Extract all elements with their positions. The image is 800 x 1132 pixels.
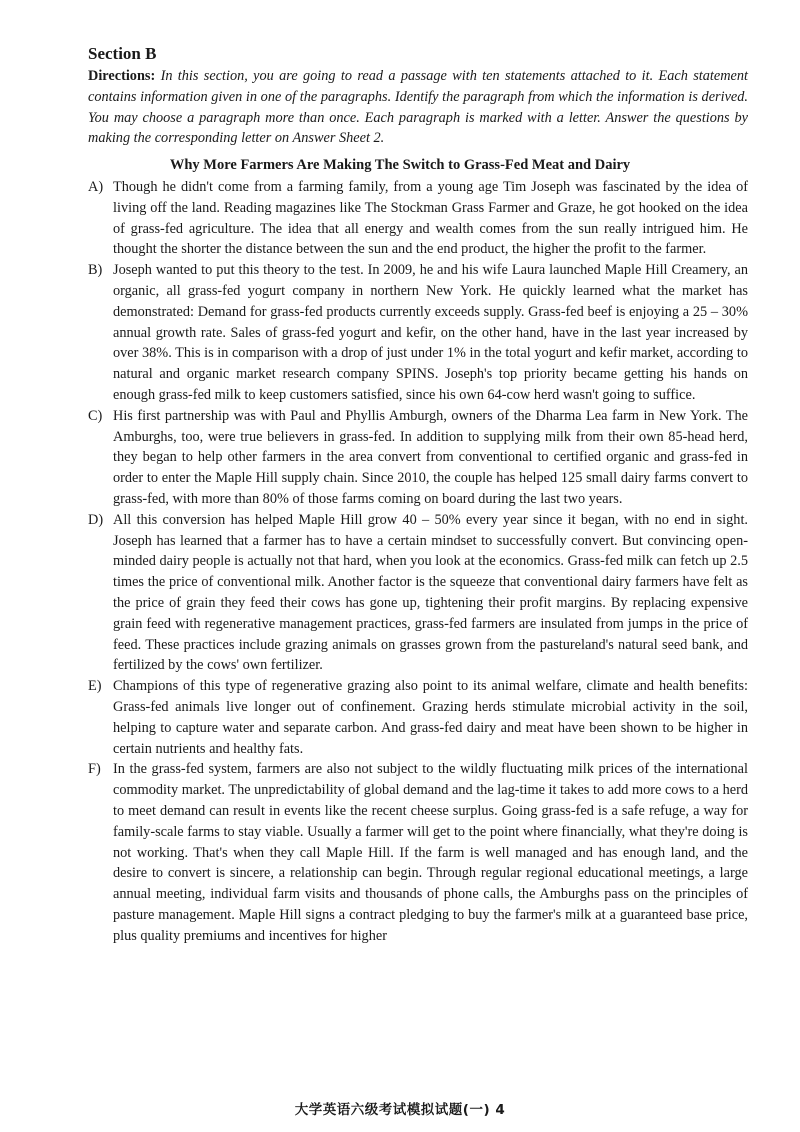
paragraph-text: Though he didn't come from a farming family, from a young age Tim Joseph was fascinated by the idea of living off the land. Reading magazines like The Stockman Grass Farmer and Graze, he got hooked on the idea of grass-fed agriculture. The idea that all energy and wealth comes from the sun really intrigued him. He thought the shorter the distance between the sun and the end product, the higher the profit to the farmer. [113, 179, 748, 258]
paragraph-text: Champions of this type of regenerative grazing also point to its animal welfare, climate and health benefits: Grass-fed animals live longer out of confinement. Grazing herds stimulate microbial activity in the soil, helping to capture water and separate carbon. And grass-fed dairy and meat have been shown to be higher in certain nutrients and healthy fats. [113, 678, 748, 757]
passage-title: Why More Farmers Are Making The Switch to Grass-Fed Meat and Dairy [169, 157, 631, 173]
paragraph-text: In the grass-fed system, farmers are also not subject to the wildly fluctuating milk prices of the international commodity market. The unpredictability of global demand and the lag-time it takes to add more cows to a herd to meet demand can result in events like the recent cheese surplus. Going grass-fed is a safe refuge, a way for family-scale farms to stay viable. Usually a farmer will get to the point where financially, what they're doing is not working. That's when they call Maple Hill. If the farm is well managed and has enough land, and the desire to convert is sincere, a relationship can begin. Through regular regional educational meetings, a large annual meeting, individual farm visits and thousands of phone calls, the Amburghs pass on the principles of pasture management. Maple Hill signs a contract pledging to buy the farmer's milk at a guaranteed base price, plus quality premiums and incentives for higher [113, 761, 748, 944]
directions [88, 66, 748, 149]
section-title: Section B [88, 44, 157, 63]
paragraph-d [88, 510, 748, 676]
paragraph-c [88, 406, 748, 510]
paragraph-letter: E) [88, 678, 102, 695]
paragraph-e [88, 676, 748, 759]
paragraph-a [88, 177, 748, 260]
paragraph-letter: A) [88, 179, 104, 195]
directions-lead: Directions: [88, 68, 156, 84]
paragraph-letter: F) [88, 761, 101, 778]
paragraph-f [88, 759, 748, 946]
paragraph-letter: D) [88, 511, 104, 528]
paragraph-b [88, 260, 748, 406]
paragraph-letter: B) [88, 262, 103, 279]
paragraph-text: His first partnership was with Paul and Phyllis Amburgh, owners of the Dharma Lea farm in New York. The Amburghs, too, were true believers in grass-fed. In addition to supplying milk from their own 85-head herd, they began to help other farmers in the area convert from conventional to certified organic and grass-fed in order to enter the Maple Hill supply chain. Since 2010, the couple has helped 125 small dairy farms convert to grass-fed, with more than 80% of those farms coming on board during the last two years. [113, 407, 748, 507]
page-footer: 大学英语六级考试模拟试题(一) 4 [294, 1102, 506, 1118]
paragraph-letter: C) [88, 407, 103, 424]
directions-body: In this section, you are going to read a passage with ten statements attached to it. Each statement contains information given in one of the paragraphs. Identify the paragraph from which the information is derived. You may choose a paragraph more than once. Each paragraph is marked with a letter. Answer the questions by making the corresponding letter on Answer Sheet 2. [88, 68, 748, 147]
passage-body [88, 177, 748, 946]
paragraph-text: Joseph wanted to put this theory to the test. In 2009, he and his wife Laura launched Maple Hill Creamery, an organic, all grass-fed yogurt company in northern New York. He quickly learned what the market has demonstrated: Demand for grass-fed products currently exceeds supply. Grass-fed beef is enjoying a 25 – 30% annual growth rate. Sales of grass-fed yogurt and kefir, on the other hand, have in the last year increased by over 38%. This is in comparison with a drop of just under 1% in the total yogurt and kefir market, according to natural and organic market research company SPINS. Joseph's top priority became getting his hands on enough grass-fed milk to keep customers satisfied, since his own 64-cow herd wasn't going to suffice. [113, 262, 748, 403]
paragraph-text: All this conversion has helped Maple Hill grow 40 – 50% every year since it began, with no end in sight. Joseph has learned that a farmer has to have a certain mindset to successfully convert. But convincing open-minded dairy people is actually not that hard, when you look at the economics. Grass-fed milk can fetch up 2.5 times the price of conventional milk. Another factor is the squeeze that conventional dairy farmers have felt as the price of grain they feed their cows has gone up, tightening their profit margins. By replacing expensive grain feed with regenerative management practices, grass-fed farmers are insulated from jumps in the price of feed. These practices include grazing animals on grasses grown from the pastureland's natural seed bank, and fertilized by the cows' own fertilizer. [113, 511, 748, 674]
